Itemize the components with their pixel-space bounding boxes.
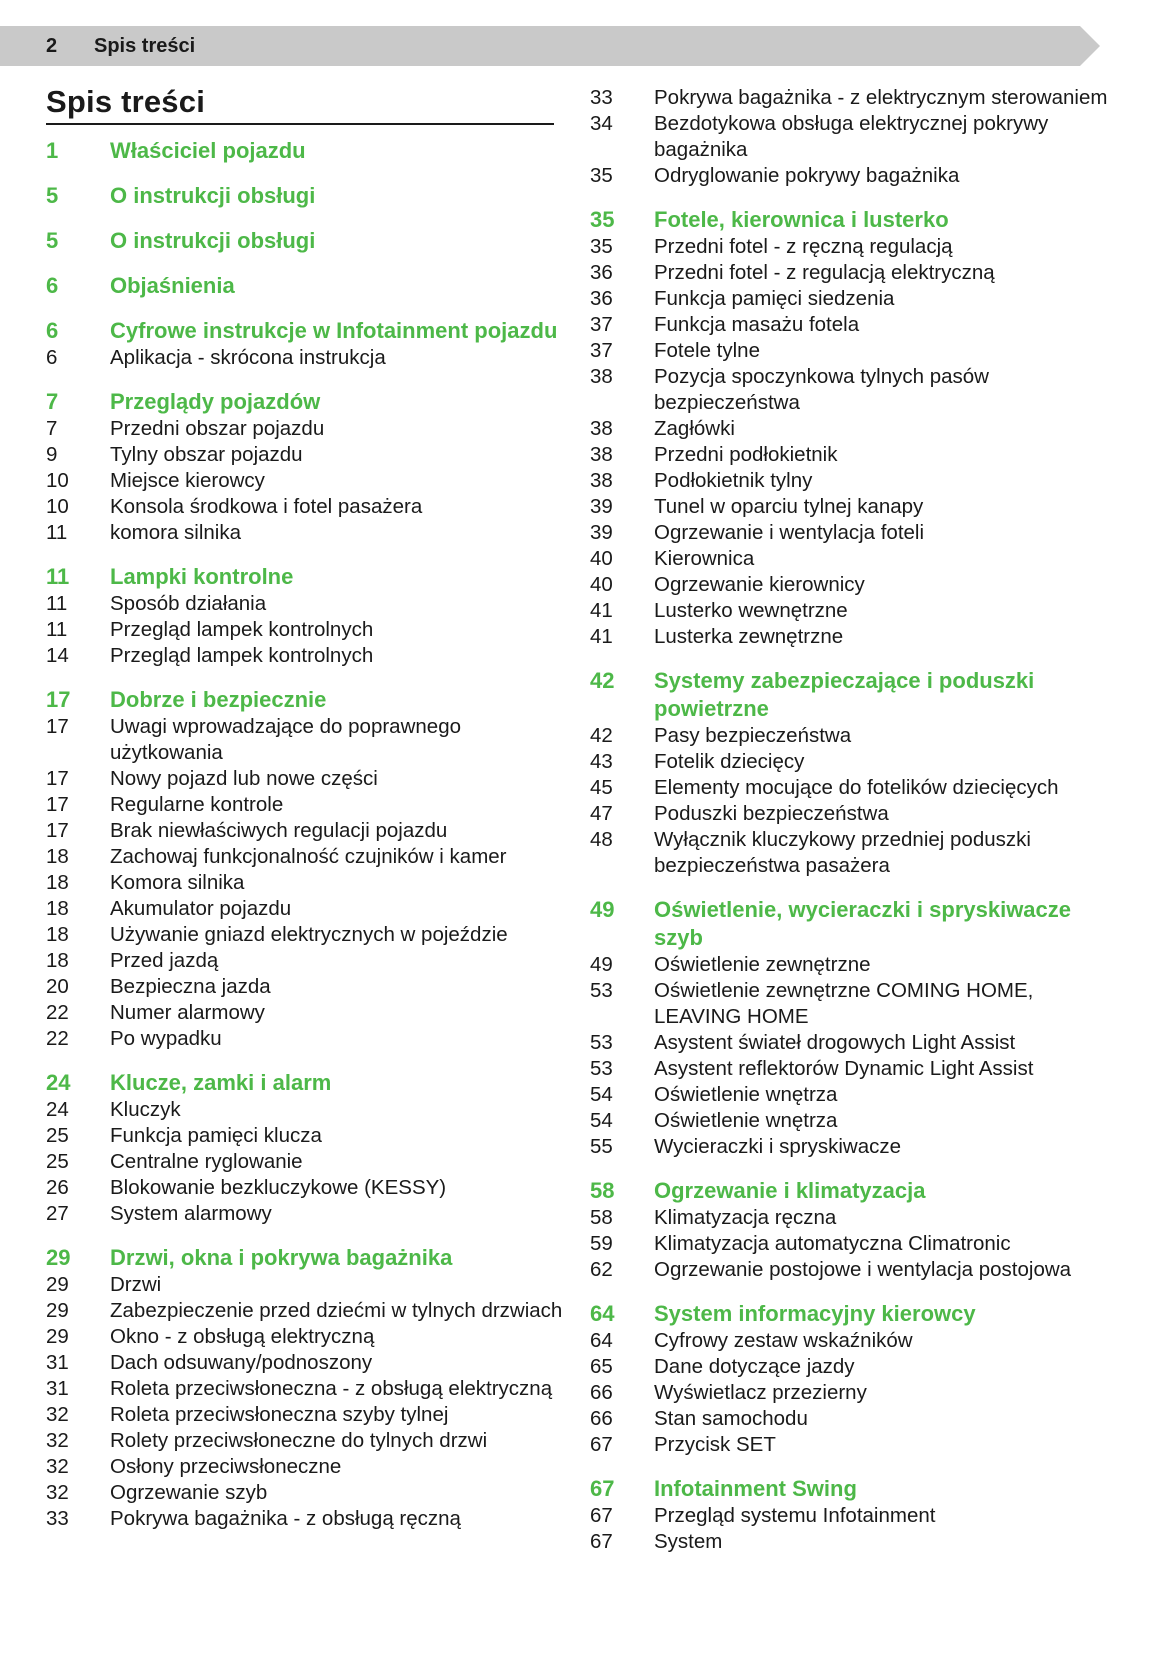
toc-page-number: 11 [46,618,68,641]
toc-entry-link[interactable] [46,818,566,844]
toc-entry-title: Przedni podłokietnik [654,443,838,466]
toc-page-number: 29 [46,1273,69,1296]
toc-entry-title: Pasy bezpieczeństwa [654,724,852,747]
toc-entry-link[interactable] [46,442,566,468]
toc-page-number: 49 [590,897,615,922]
toc-entry-title: Bezdotykowa obsługa elektrycznej pokrywy bagażnika [654,112,1049,161]
toc-section-title: Systemy zabezpieczające i poduszki powietrzne [654,668,1035,721]
toc-page-number: 32 [46,1455,69,1478]
toc-entry-title: Nowy pojazd lub nowe części [110,767,378,790]
toc-page-number: 1 [46,138,59,163]
toc-page-number: 48 [590,828,613,851]
toc-entry-link[interactable] [46,844,566,870]
toc-entry-title: Klimatyzacja automatyczna Climatronic [654,1232,1011,1255]
toc-entry-title: Komora silnika [110,871,245,894]
toc-entry-title: Tylny obszar pojazdu [110,443,303,466]
toc-page-number: 55 [590,1135,613,1158]
toc-page-number: 66 [590,1381,613,1404]
toc-entry-link[interactable] [590,723,1110,749]
toc-section-link[interactable] [46,227,566,255]
toc-entry-link[interactable] [590,1231,1110,1257]
toc-page-number: 38 [590,365,613,388]
toc-entry-link[interactable] [590,260,1110,286]
toc-entry-link[interactable] [590,364,1110,416]
toc-page-number: 41 [590,625,613,648]
toc-section-link[interactable] [46,137,566,165]
toc-page-number: 40 [590,547,613,570]
toc-page-number: 37 [590,339,613,362]
toc-section-link[interactable] [590,1177,1110,1205]
toc-entry-link[interactable] [590,312,1110,338]
toc-entry-link[interactable] [590,1082,1110,1108]
toc-entry-title: Asystent świateł drogowych Light Assist [654,1031,1016,1054]
toc-left-column [46,137,566,1532]
toc-page-number: 66 [590,1407,613,1430]
toc-page-number: 32 [46,1403,69,1426]
toc-entry-link[interactable] [46,1272,566,1298]
toc-page-number: 62 [590,1258,613,1281]
toc-entry-link[interactable] [46,714,566,766]
toc-entry-title: Osłony przeciwsłoneczne [110,1455,342,1478]
toc-entry-title: Klimatyzacja ręczna [654,1206,837,1229]
toc-page-number: 35 [590,164,613,187]
toc-page-number: 6 [46,346,58,369]
toc-entry-link[interactable] [46,896,566,922]
toc-page-number: 58 [590,1206,613,1229]
toc-entry-link[interactable] [46,766,566,792]
toc-page-number: 42 [590,724,613,747]
toc-page-number: 11 [46,592,68,615]
toc-entry-link[interactable] [46,1324,566,1350]
toc-entry-title: Kierownica [654,547,755,570]
toc-entry-title: Ogrzewanie i wentylacja foteli [654,521,925,544]
toc-entry-title: Pokrywa bagażnika - z elektrycznym sterowaniem [654,86,1108,109]
toc-section-link[interactable] [46,1069,566,1097]
toc-entry-title: Funkcja pamięci siedzenia [654,287,895,310]
title-divider [46,123,554,125]
toc-entry-title: Akumulator pojazdu [110,897,292,920]
toc-entry-link[interactable] [590,468,1110,494]
toc-page-number: 34 [590,112,613,135]
toc-entry-title: Brak niewłaściwych regulacji pojazdu [110,819,448,842]
toc-entry-link[interactable] [590,111,1110,163]
toc-page-number: 9 [46,443,58,466]
toc-entry-title: Tunel w oparciu tylnej kanapy [654,495,924,518]
toc-page-number: 22 [46,1027,69,1050]
toc-entry-title: Ogrzewanie kierownicy [654,573,865,596]
toc-page-number: 20 [46,975,69,998]
toc-entry-link[interactable] [590,572,1110,598]
toc-page-number: 5 [46,228,59,253]
toc-entry-link[interactable] [590,1205,1110,1231]
toc-entry-title: Przegląd lampek kontrolnych [110,618,374,641]
toc-entry-title: Odryglowanie pokrywy bagażnika [654,164,960,187]
toc-entry-title: Pozycja spoczynkowa tylnych pasów bezpieczeństwa [654,365,989,414]
header-page-number: 2 [46,35,58,57]
toc-entry-title: Funkcja masażu fotela [654,313,860,336]
toc-page-number: 18 [46,897,69,920]
toc-page-number: 33 [590,86,613,109]
toc-entry-link[interactable] [46,1149,566,1175]
toc-entry-link[interactable] [590,416,1110,442]
toc-page-number: 18 [46,845,69,868]
toc-entry-link[interactable] [590,1134,1110,1160]
toc-entry-link[interactable] [46,1506,566,1532]
toc-entry-link[interactable] [590,286,1110,312]
toc-page-number: 7 [46,389,59,414]
toc-page-number: 35 [590,235,613,258]
toc-entry-title: Asystent reflektorów Dynamic Light Assist [654,1057,1034,1080]
toc-entry-link[interactable] [46,468,566,494]
toc-entry-link[interactable] [590,1030,1110,1056]
toc-page-number: 31 [46,1351,69,1374]
toc-section-title: O instrukcji obsługi [110,183,316,208]
toc-right-column [590,85,1110,1555]
toc-page-number: 37 [590,313,613,336]
toc-section-link[interactable] [590,1300,1110,1328]
toc-section-link[interactable] [590,1475,1110,1503]
toc-page-number: 11 [46,564,70,589]
toc-page-number: 38 [590,443,613,466]
toc-page-number: 25 [46,1150,69,1173]
toc-page-number: 45 [590,776,613,799]
toc-entry-link[interactable] [46,617,566,643]
toc-entry-link[interactable] [46,870,566,896]
toc-section-title: Fotele, kierownica i lusterko [654,207,949,232]
toc-entry-link[interactable] [590,1328,1110,1354]
toc-entry-title: Funkcja pamięci klucza [110,1124,322,1147]
toc-entry-title: Przedni fotel - z regulacją elektryczną [654,261,995,284]
toc-entry-link[interactable] [590,827,1110,879]
toc-entry-title: Miejsce kierowcy [110,469,265,492]
toc-page-number: 49 [590,953,613,976]
toc-entry-link[interactable] [590,978,1110,1030]
toc-entry-link[interactable] [590,801,1110,827]
toc-page-number: 43 [590,750,613,773]
toc-entry-title: Fotele tylne [654,339,760,362]
toc-section-link[interactable] [590,206,1110,234]
toc-entry-title: Po wypadku [110,1027,222,1050]
toc-entry-link[interactable] [46,1428,566,1454]
toc-page-number: 40 [590,573,613,596]
toc-page-number: 36 [590,261,613,284]
header-title: Spis treści [94,35,196,57]
toc-section-link[interactable] [590,896,1110,952]
toc-entry-title: Fotelik dziecięcy [654,750,805,773]
toc-entry-link[interactable] [46,1402,566,1428]
toc-entry-link[interactable] [46,922,566,948]
toc-section-link[interactable] [46,1244,566,1272]
toc-page-number: 5 [46,183,59,208]
page-title: Spis treści [46,84,206,119]
toc-page-number: 24 [46,1098,69,1121]
toc-page-number: 47 [590,802,613,825]
toc-entry-link[interactable] [46,643,566,669]
toc-page-number: 6 [46,318,59,343]
toc-entry-link[interactable] [590,598,1110,624]
toc-entry-link[interactable] [46,1123,566,1149]
toc-page-number: 39 [590,495,613,518]
toc-page-number: 31 [46,1377,69,1400]
toc-entry-title: Aplikacja - skrócona instrukcja [110,346,386,369]
toc-page-number: 17 [46,715,69,738]
toc-section-title: Właściciel pojazdu [110,138,306,163]
toc-entry-link[interactable] [590,1380,1110,1406]
toc-entry-title: Lusterko wewnętrzne [654,599,848,622]
toc-page-number: 38 [590,417,613,440]
toc-entry-link[interactable] [590,624,1110,650]
toc-page-number: 18 [46,949,69,972]
toc-entry-title: Ogrzewanie szyb [110,1481,268,1504]
toc-entry-link[interactable] [46,1454,566,1480]
toc-page-number: 54 [590,1109,613,1132]
toc-page-number: 35 [590,207,615,232]
toc-entry-link[interactable] [590,952,1110,978]
toc-entry-link[interactable] [590,1503,1110,1529]
toc-entry-title: Stan samochodu [654,1407,808,1430]
toc-page-number: 53 [590,979,613,1002]
toc-entry-title: Wyświetlacz przezierny [654,1381,867,1404]
toc-entry-title: Okno - z obsługą elektryczną [110,1325,375,1348]
toc-entry-title: Oświetlenie wnętrza [654,1083,838,1106]
toc-entry-link[interactable] [590,520,1110,546]
toc-entry-title: Dach odsuwany/podnoszony [110,1351,373,1374]
toc-entry-title: Wyłącznik kluczykowy przedniej poduszki bezpieczeństwa pasażera [654,828,1031,877]
toc-page-number: 64 [590,1329,613,1352]
toc-page-number: 27 [46,1202,69,1225]
toc-page-number: 38 [590,469,613,492]
toc-entry-link[interactable] [590,1354,1110,1380]
toc-section-title: O instrukcji obsługi [110,228,316,253]
toc-entry-link[interactable] [590,1432,1110,1458]
toc-page-number: 17 [46,793,69,816]
toc-entry-link[interactable] [46,948,566,974]
toc-entry-title: Przedni obszar pojazdu [110,417,325,440]
toc-entry-link[interactable] [590,546,1110,572]
toc-entry-title: Zabezpieczenie przed dziećmi w tylnych drzwiach [110,1299,563,1322]
toc-section-title: Klucze, zamki i alarm [110,1070,332,1095]
toc-entry-title: Roleta przeciwsłoneczna szyby tylnej [110,1403,449,1426]
toc-entry-title: Konsola środkowa i fotel pasażera [110,495,423,518]
toc-page-number: 11 [46,521,68,544]
toc-page-number: 32 [46,1429,69,1452]
toc-page-number: 29 [46,1245,71,1270]
toc-entry-title: Bezpieczna jazda [110,975,271,998]
toc-section-link[interactable] [46,317,566,345]
toc-entry-title: Oświetlenie zewnętrzne [654,953,871,976]
toc-entry-link[interactable] [46,1175,566,1201]
toc-page-number: 17 [46,767,69,790]
toc-entry-link[interactable] [46,345,566,371]
toc-entry-link[interactable] [46,1097,566,1123]
toc-section-link[interactable] [590,667,1110,723]
toc-entry-link[interactable] [46,494,566,520]
toc-page-number: 18 [46,871,69,894]
toc-entry-title: Uwagi wprowadzające do poprawnego użytkowania [110,715,461,764]
toc-entry-title: Lusterka zewnętrzne [654,625,844,648]
toc-page-number: 67 [590,1504,613,1527]
toc-entry-title: Drzwi [110,1273,162,1296]
toc-page-number: 22 [46,1001,69,1024]
toc-entry-link[interactable] [46,1000,566,1026]
toc-entry-title: System [654,1530,723,1553]
toc-page-number: 64 [590,1301,615,1326]
toc-entry-link[interactable] [46,591,566,617]
toc-page-number: 32 [46,1481,69,1504]
toc-entry-title: Przegląd lampek kontrolnych [110,644,374,667]
toc-entry-title: Zachowaj funkcjonalność czujników i kamer [110,845,507,868]
toc-entry-title: Zagłówki [654,417,735,440]
toc-page-number: 42 [590,668,615,693]
toc-section-link[interactable] [46,388,566,416]
toc-entry-title: Przegląd systemu Infotainment [654,1504,936,1527]
toc-page-number: 67 [590,1476,615,1501]
toc-entry-link[interactable] [46,1480,566,1506]
toc-entry-link[interactable] [46,792,566,818]
toc-entry-link[interactable] [46,1298,566,1324]
toc-entry-link[interactable] [590,749,1110,775]
toc-page-number: 58 [590,1178,615,1203]
toc-page-number: 10 [46,469,69,492]
toc-page-number: 54 [590,1083,613,1106]
toc-page-number: 17 [46,687,71,712]
toc-entry-link[interactable] [590,1406,1110,1432]
toc-page-number: 36 [590,287,613,310]
toc-entry-link[interactable] [46,520,566,546]
toc-page-number: 41 [590,599,613,622]
toc-section-title: Dobrze i bezpiecznie [110,687,327,712]
toc-entry-title: Pokrywa bagażnika - z obsługą ręczną [110,1507,461,1530]
toc-section-title: System informacyjny kierowcy [654,1301,976,1326]
toc-page-number: 29 [46,1299,69,1322]
toc-page-number: 17 [46,819,69,842]
toc-section-title: Drzwi, okna i pokrywa bagażnika [110,1245,453,1270]
toc-entry-title: Numer alarmowy [110,1001,265,1024]
toc-entry-link[interactable] [46,1026,566,1052]
toc-entry-link[interactable] [590,1056,1110,1082]
toc-page-number: 67 [590,1433,613,1456]
toc-section-link[interactable] [46,272,566,300]
toc-page-number: 24 [46,1070,71,1095]
toc-entry-link[interactable] [590,494,1110,520]
toc-entry-title: Sposób działania [110,592,267,615]
toc-entry-title: Poduszki bezpieczeństwa [654,802,889,825]
toc-entry-title: Wycieraczki i spryskiwacze [654,1135,901,1158]
toc-page-number: 53 [590,1057,613,1080]
toc-entry-title: Używanie gniazd elektrycznych w pojeździe [110,923,508,946]
toc-entry-link[interactable] [590,163,1110,189]
toc-page-number: 65 [590,1355,613,1378]
toc-entry-title: Elementy mocujące do fotelików dziecięcych [654,776,1059,799]
toc-section-title: Ogrzewanie i klimatyzacja [654,1178,926,1203]
toc-entry-link[interactable] [46,1376,566,1402]
toc-entry-link[interactable] [590,85,1110,111]
toc-entry-link[interactable] [590,234,1110,260]
toc-page-number: 26 [46,1176,69,1199]
toc-page-number: 18 [46,923,69,946]
toc-entry-title: komora silnika [110,521,242,544]
toc-section-link[interactable] [46,686,566,714]
toc-section-link[interactable] [46,182,566,210]
toc-entry-link[interactable] [46,974,566,1000]
toc-entry-title: Podłokietnik tylny [654,469,813,492]
toc-entry-link[interactable] [590,338,1110,364]
toc-entry-link[interactable] [46,1201,566,1227]
toc-entry-link[interactable] [590,1257,1110,1283]
toc-entry-title: Centralne ryglowanie [110,1150,303,1173]
toc-section-title: Cyfrowe instrukcje w Infotainment pojazdu [110,318,558,343]
toc-entry-link[interactable] [590,442,1110,468]
toc-entry-link[interactable] [590,775,1110,801]
toc-page-number: 14 [46,644,69,667]
toc-entry-title: Przycisk SET [654,1433,776,1456]
toc-section-title: Oświetlenie, wycieraczki i spryskiwacze szyb [654,897,1072,950]
toc-entry-title: Oświetlenie zewnętrzne COMING HOME, LEAVING HOME [654,979,1034,1028]
toc-entry-link[interactable] [46,416,566,442]
toc-entry-title: Ogrzewanie postojowe i wentylacja postojowa [654,1258,1072,1281]
toc-entry-title: Blokowanie bezkluczykowe (KESSY) [110,1176,447,1199]
toc-entry-title: System alarmowy [110,1202,272,1225]
toc-entry-title: Dane dotyczące jazdy [654,1355,855,1378]
toc-entry-link[interactable] [590,1108,1110,1134]
toc-page-number: 59 [590,1232,613,1255]
toc-entry-title: Roleta przeciwsłoneczna - z obsługą elektryczną [110,1377,553,1400]
toc-page-number: 6 [46,273,59,298]
toc-entry-title: Przedni fotel - z ręczną regulacją [654,235,953,258]
toc-page-number: 25 [46,1124,69,1147]
toc-page-number: 53 [590,1031,613,1054]
toc-entry-title: Przed jazdą [110,949,219,972]
toc-entry-title: Regularne kontrole [110,793,284,816]
toc-page-number: 29 [46,1325,69,1348]
toc-entry-title: Oświetlenie wnętrza [654,1109,838,1132]
toc-section-title: Lampki kontrolne [110,564,294,589]
toc-page-number: 10 [46,495,69,518]
toc-entry-title: Rolety przeciwsłoneczne do tylnych drzwi [110,1429,488,1452]
toc-section-title: Infotainment Swing [654,1476,857,1501]
toc-entry-link[interactable] [46,1350,566,1376]
toc-page-number: 33 [46,1507,69,1530]
toc-entry-link[interactable] [590,1529,1110,1555]
toc-entry-title: Cyfrowy zestaw wskaźników [654,1329,913,1352]
toc-entry-title: Kluczyk [110,1098,181,1121]
toc-page-number: 7 [46,417,58,440]
toc-page-number: 67 [590,1530,613,1553]
toc-section-link[interactable] [46,563,566,591]
toc-section-title: Przeglądy pojazdów [110,389,321,414]
toc-page-number: 39 [590,521,613,544]
toc-section-title: Objaśnienia [110,273,235,298]
